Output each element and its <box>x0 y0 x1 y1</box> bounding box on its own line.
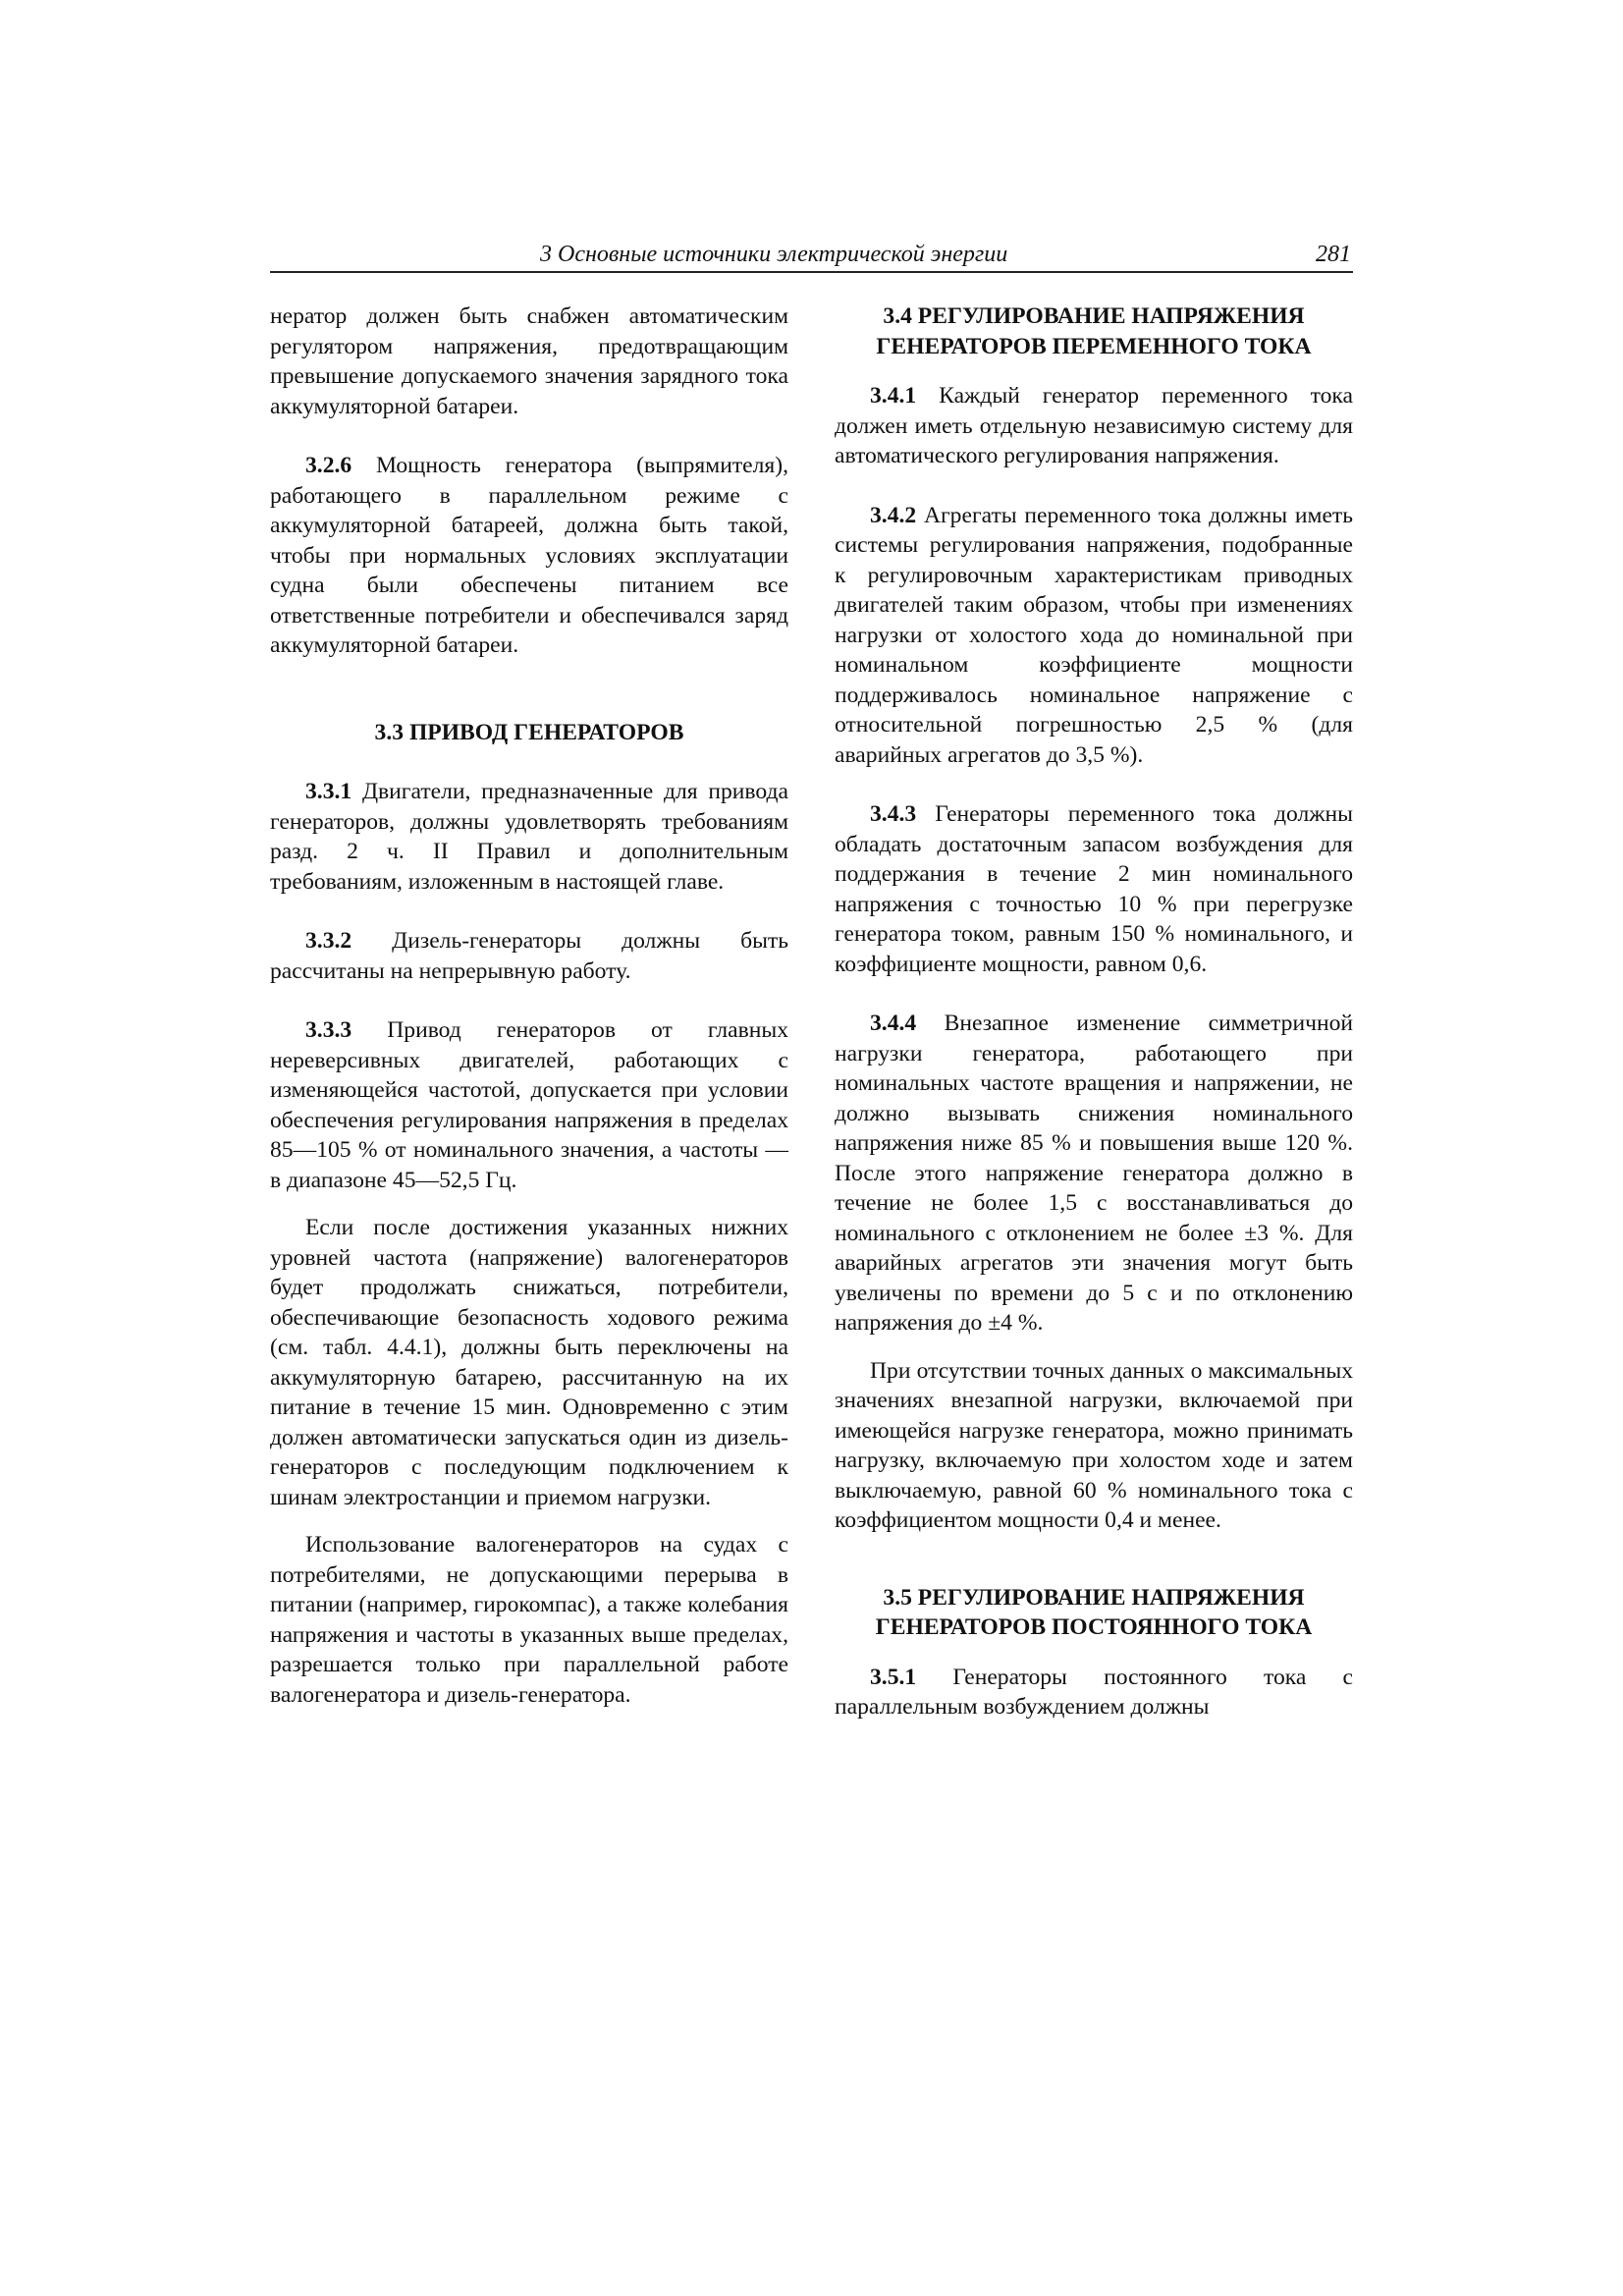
paragraph-3-3-3-b: Если после достижения указанных нижних уровней частота (напряжение) валогенераторов будет продолжать снижаться, потребители, обеспечивающие безопасность ходового режима (см. табл. 4.4.1), должны быть переключены на аккумуляторную батарею, рассчитанную на их питание в течение 15 мин. Одновременно с этим должен автоматически запускаться один из дизель-генераторов с последующим подключением к шинам электростанции и приемом нагрузки. <box>270 1215 788 1510</box>
page-number: 281 <box>1316 242 1351 267</box>
section-heading-3-5-line1: 3.5 РЕГУЛИРОВАНИЕ НАПРЯЖЕНИЯ <box>883 1584 1305 1611</box>
paragraph-3-5-1 <box>835 1663 1353 1722</box>
section-heading-3-4-line2: ГЕНЕРАТОРОВ ПЕРЕМЕННОГО ТОКА <box>876 333 1312 359</box>
section-heading-3-4-line1: 3.4 РЕГУЛИРОВАНИЕ НАПРЯЖЕНИЯ <box>883 303 1305 329</box>
clause-text: Двигатели, предназначенные для привода генераторов, должны удовлетворять требованиям разд. 2 ч. II Правил и дополнительным требованиям, изложенным в настоящей главе. <box>270 779 788 895</box>
paragraph-3-2-6 <box>270 451 788 661</box>
clause-number: 3.4.1 <box>870 383 917 409</box>
chapter-title: 3 Основные источники электрической энергии <box>540 242 1008 267</box>
clause-number: 3.4.2 <box>870 502 917 528</box>
section-heading-3-5-line2: ГЕНЕРАТОРОВ ПОСТОЯННОГО ТОКА <box>875 1614 1313 1640</box>
section-heading-3-3: 3.3 ПРИВОД ГЕНЕРАТОРОВ <box>374 719 684 745</box>
clause-number: 3.2.6 <box>305 453 352 478</box>
clause-number: 3.3.1 <box>305 779 352 804</box>
clause-text: Генераторы переменного тока должны обладать достаточным запасом возбуждения для поддержания в течение 2 мин номинального напряжения с точностью 10 % при перегрузке генератора током, равным 150 % номинального, и коэффициенте мощности, равном 0,6. <box>835 801 1353 977</box>
paragraph-continuation: нератор должен быть снабжен автоматическим регулятором напряжения, предотвращающим превышение допускаемого значения зарядного тока аккумуляторной батареи. <box>270 303 788 419</box>
clause-number: 3.3.3 <box>305 1017 352 1043</box>
clause-number: 3.4.4 <box>870 1011 917 1036</box>
paragraph-3-4-3 <box>835 799 1353 979</box>
clause-text: Привод генераторов от главных нереверсивных двигателей, работающих с изменяющейся частотой, допускается при условии обеспечения регулирования напряжения в пределах 85—105 % от номинального значения, а частоты — в диапазоне 45—52,5 Гц. <box>270 1017 788 1193</box>
paragraph-3-3-2 <box>270 926 788 986</box>
clause-text: Генераторы постоянного тока с параллельным возбуждением должны <box>835 1664 1353 1720</box>
running-header <box>270 242 1353 273</box>
clause-text: Внезапное изменение симметричной нагрузки генератора, работающего при номинальных частоте вращения и напряжении, не должно вызывать снижения номинального напряжения ниже 85 % и повышения выше 120 %. После этого напряжение генератора должно в течение не более 1,5 с восстанавливаться до номинального с отклонением не более ±3 %. Для аварийных агрегатов эти значения могут быть увеличены по времени до 5 с и по отклонению напряжения до ±4 %. <box>835 1011 1353 1336</box>
clause-number: 3.3.2 <box>305 928 352 954</box>
left-column <box>270 301 788 1710</box>
clause-text: Мощность генератора (выпрямителя), работающего в параллельном режиме с аккумуляторной батареей, должна быть такой, чтобы при нормальных условиях эксплуатации судна были обеспечены питанием все ответственные потребители и обеспечивался заряд аккумуляторной батареи. <box>270 453 788 658</box>
clause-number: 3.5.1 <box>870 1664 917 1690</box>
paragraph-3-4-1 <box>835 381 1353 471</box>
paragraph-3-3-3 <box>270 1015 788 1195</box>
clause-text: Агрегаты переменного тока должны иметь системы регулирования напряжения, подобранные к регулировочным характеристикам приводных двигателей таким образом, чтобы при изменениях нагрузки от холостого хода до номинальной при номинальном коэффициенте мощности поддерживалось номинальное напряжение с относительной погрешностью 2,5 % (для аварийных агрегатов до 3,5 %). <box>835 502 1353 768</box>
paragraph-3-4-4 <box>835 1009 1353 1339</box>
paragraph-3-4-4-b: При отсутствии точных данных о максимальных значениях внезапной нагрузки, включаемой при имеющейся нагрузке генератора, можно принимать нагрузку, включаемую при холостом ходе и затем выключаемую, равной 60 % номинального тока с коэффициентом мощности 0,4 и менее. <box>835 1357 1353 1533</box>
clause-text: Каждый генератор переменного тока должен иметь отдельную независимую систему для автоматического регулирования напряжения. <box>835 383 1353 468</box>
clause-number: 3.4.3 <box>870 801 917 827</box>
clause-text: Дизель-генераторы должны быть рассчитаны на непрерывную работу. <box>270 928 788 984</box>
paragraph-3-3-1 <box>270 777 788 897</box>
paragraph-3-3-3-c: Использование валогенераторов на судах с потребителями, не допускающими перерыва в питании (например, гирокомпас), а также колебания напряжения и частоты в указанных выше пределах, разрешается только при параллельной работе валогенератора и дизель-генератора. <box>270 1532 788 1708</box>
right-column <box>835 301 1353 1722</box>
paragraph-3-4-2 <box>835 501 1353 771</box>
